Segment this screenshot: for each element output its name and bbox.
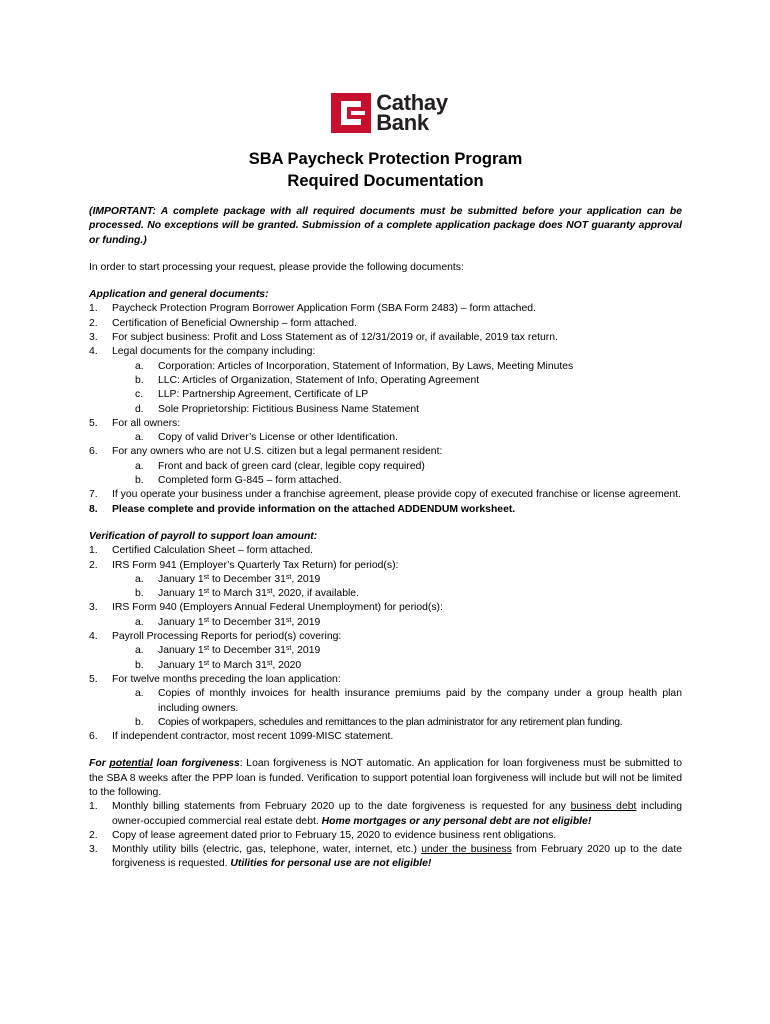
item-text: IRS Form 941 (Employer’s Quarterly Tax Return) for period(s): (112, 559, 399, 571)
item-text: LLP: Partnership Agreement, Certificate of LP (158, 389, 369, 401)
text-part: including owner-occupied commercial real estate debt. (112, 801, 683, 827)
item-text: For twelve months preceding the loan application: (112, 673, 341, 685)
date-text: January 1 (158, 659, 204, 671)
item-text: Please complete and provide information on the attached ADDENDUM worksheet. (112, 503, 516, 515)
item-number: 3. (89, 602, 98, 614)
date-text: to March 31 (209, 588, 267, 600)
item-text: For all owners: (112, 417, 181, 429)
item-number: 5. (89, 673, 98, 685)
item-number: 2. (89, 317, 98, 329)
item-letter: b. (135, 374, 144, 386)
item-text (158, 573, 682, 587)
document-page (89, 90, 682, 872)
item-text: Legal documents for the company including: (112, 346, 316, 358)
logo-wordmark (376, 90, 448, 135)
item-letter: a. (135, 360, 144, 372)
ordinal-suffix: st (203, 616, 210, 624)
item-letter: b. (135, 716, 144, 728)
item-text: Front and back of green card (clear, legible copy required) (158, 460, 425, 472)
item-text (158, 644, 682, 658)
heading-text: For (89, 758, 110, 770)
list-item (89, 445, 682, 459)
item-text (112, 800, 682, 829)
item-number: 1. (89, 545, 98, 557)
text-underlined: under the business (421, 844, 512, 856)
list-item (89, 503, 682, 517)
sub-list-item (89, 474, 682, 488)
item-number: 8. (89, 503, 98, 515)
title-line2: Required Documentation (287, 172, 484, 190)
important-notice: (IMPORTANT: A complete package with all required documents must be submitted before your application can be processed. No exceptions will be granted. Submission of a complete application package does NOT guaranty approval or funding.) (89, 206, 682, 246)
item-text (112, 843, 682, 872)
text-emphasis: Home mortgages or any personal debt are not eligible! (321, 815, 592, 827)
list-item (89, 544, 682, 558)
sub-list-item (89, 360, 682, 374)
item-number: 3. (89, 332, 98, 344)
list-item (89, 488, 682, 502)
item-text: Completed form G-845 – form attached. (158, 475, 342, 487)
item-letter: a. (135, 688, 144, 700)
date-text: to March 31 (209, 659, 267, 671)
item-text: If independent contractor, most recent 1099-MISC statement. (112, 731, 394, 743)
item-number: 1. (89, 801, 98, 813)
logo-name-line2: Bank (376, 110, 429, 135)
item-number: 6. (89, 446, 98, 458)
item-letter: b. (135, 588, 144, 600)
list-item (89, 673, 682, 687)
item-text: IRS Form 940 (Employers Annual Federal Unemployment) for period(s): (112, 602, 443, 614)
list-item (89, 345, 682, 359)
list-item (89, 559, 682, 573)
heading-text-underlined: potential (109, 758, 153, 770)
intro-text: In order to start processing your request, please provide the following documents: (89, 261, 464, 273)
application-heading: Application and general documents: (89, 289, 269, 301)
item-text: LLC: Articles of Organization, Statement of Info, Operating Agreement (158, 374, 480, 386)
sub-list-item (89, 403, 682, 417)
item-number: 2. (89, 559, 98, 571)
item-letter: c. (135, 389, 144, 401)
item-text: Paycheck Protection Program Borrower Application Form (SBA Form 2483) – form attached. (112, 303, 536, 315)
item-number: 4. (89, 346, 98, 358)
item-text: Copy of valid Driver’s License or other Identification. (158, 432, 398, 444)
title-line1: SBA Paycheck Protection Program (248, 150, 523, 168)
item-text: Certified Calculation Sheet – form attached. (112, 545, 313, 557)
list-item (89, 829, 682, 843)
item-text: Corporation: Articles of Incorporation, Statement of Information, By Laws, Meeting Minutes (158, 360, 574, 372)
forgiveness-heading (89, 758, 240, 769)
item-letter: d. (135, 403, 144, 415)
item-number: 4. (89, 631, 98, 643)
item-letter: b. (135, 659, 144, 671)
item-letter: a. (135, 460, 144, 472)
ordinal-suffix: st (203, 588, 210, 596)
list-item (89, 800, 682, 829)
page-title (89, 148, 682, 192)
text-part: from February 2020 up to the date forgiveness is requested. (112, 844, 683, 870)
sub-list-item (89, 431, 682, 445)
text-emphasis: Utilities for personal use are not eligible! (230, 858, 432, 870)
item-letter: a. (135, 432, 144, 444)
date-text: January 1 (158, 645, 204, 657)
date-text: , 2019 (291, 616, 321, 628)
date-text: to December 31 (209, 616, 286, 628)
ordinal-suffix: st (203, 573, 210, 581)
item-text: Certification of Beneficial Ownership – form attached. (112, 317, 357, 329)
forgiveness-paragraph (89, 757, 682, 800)
sub-list-item (89, 388, 682, 402)
logo-name-line1: Cathay (376, 90, 448, 115)
sub-list-item (89, 374, 682, 388)
ordinal-suffix: st (285, 616, 292, 624)
ordinal-suffix: st (285, 645, 292, 653)
text-underlined: business debt (570, 801, 637, 813)
ordinal-suffix: st (285, 573, 292, 581)
item-text: Sole Proprietorship: Fictitious Business Name Statement (158, 403, 420, 415)
date-text: January 1 (158, 573, 204, 585)
date-text: , 2019 (291, 645, 321, 657)
item-text: Copies of workpapers, schedules and remittances to the plan administrator for any retirement plan funding. (158, 716, 623, 728)
item-text (158, 616, 682, 630)
item-text: If you operate your business under a franchise agreement, please provide copy of executed franchise or license agreement. (112, 489, 681, 501)
heading-colon: : (239, 758, 243, 770)
item-number: 1. (89, 303, 98, 315)
item-text: Payroll Processing Reports for period(s) covering: (112, 631, 342, 643)
item-text: Copies of monthly invoices for health insurance premiums paid by the company under a group health plan including owners. (158, 688, 682, 714)
date-text: to December 31 (209, 645, 286, 657)
list-item (89, 843, 682, 872)
sub-list-item (89, 644, 682, 658)
date-text: January 1 (158, 588, 204, 600)
ordinal-suffix: st (266, 659, 273, 667)
ordinal-suffix: st (203, 659, 210, 667)
item-text (158, 659, 682, 673)
sub-list-item (89, 659, 682, 673)
heading-text: loan forgiveness (152, 758, 240, 770)
ordinal-suffix: st (266, 588, 273, 596)
sub-list-item (89, 587, 682, 601)
item-text (158, 587, 682, 601)
date-text: , 2020 (272, 659, 302, 671)
payroll-heading: Verification of payroll to support loan amount: (89, 530, 318, 542)
sub-list-item (89, 687, 682, 716)
text-part: Monthly utility bills (electric, gas, telephone, water, internet, etc.) (112, 844, 422, 856)
item-number: 6. (89, 731, 98, 743)
list-item (89, 630, 682, 644)
item-letter: b. (135, 475, 144, 487)
date-text: , 2019 (291, 573, 321, 585)
sub-list-item (89, 616, 682, 630)
list-item (89, 317, 682, 331)
cathay-logo-icon (331, 93, 371, 133)
sub-list-item (89, 460, 682, 474)
item-letter: a. (135, 645, 144, 657)
item-text: For subject business: Profit and Loss Statement as of 12/31/2019 or, if available, 2019 tax return. (112, 332, 558, 344)
list-item (89, 417, 682, 431)
item-text: Copy of lease agreement dated prior to February 15, 2020 to evidence business rent obligations. (112, 829, 557, 841)
item-number: 3. (89, 844, 98, 856)
list-item (89, 302, 682, 316)
date-text: to December 31 (209, 573, 286, 585)
sub-list-item (89, 716, 682, 730)
cathay-bank-logo (97, 90, 682, 136)
list-item (89, 730, 682, 744)
ordinal-suffix: st (203, 645, 210, 653)
item-number: 7. (89, 489, 98, 501)
item-number: 5. (89, 417, 98, 429)
date-text: January 1 (158, 616, 204, 628)
list-item (89, 601, 682, 615)
date-text: , 2020, if available. (272, 588, 359, 600)
item-text: For any owners who are not U.S. citizen but a legal permanent resident: (112, 446, 443, 458)
item-number: 2. (89, 829, 98, 841)
item-letter: a. (135, 616, 144, 628)
list-item (89, 331, 682, 345)
forgiveness-body: Loan forgiveness is NOT automatic. An application for loan forgiveness must be submitted to the SBA 8 weeks after the PPP loan is funded. Verification to support potential loan forgiveness will include but will not be limited to the following. (89, 758, 682, 798)
item-letter: a. (135, 573, 144, 585)
text-part: Monthly billing statements from February 2020 up to the date forgiveness is requested for any (112, 801, 571, 813)
sub-list-item (89, 573, 682, 587)
